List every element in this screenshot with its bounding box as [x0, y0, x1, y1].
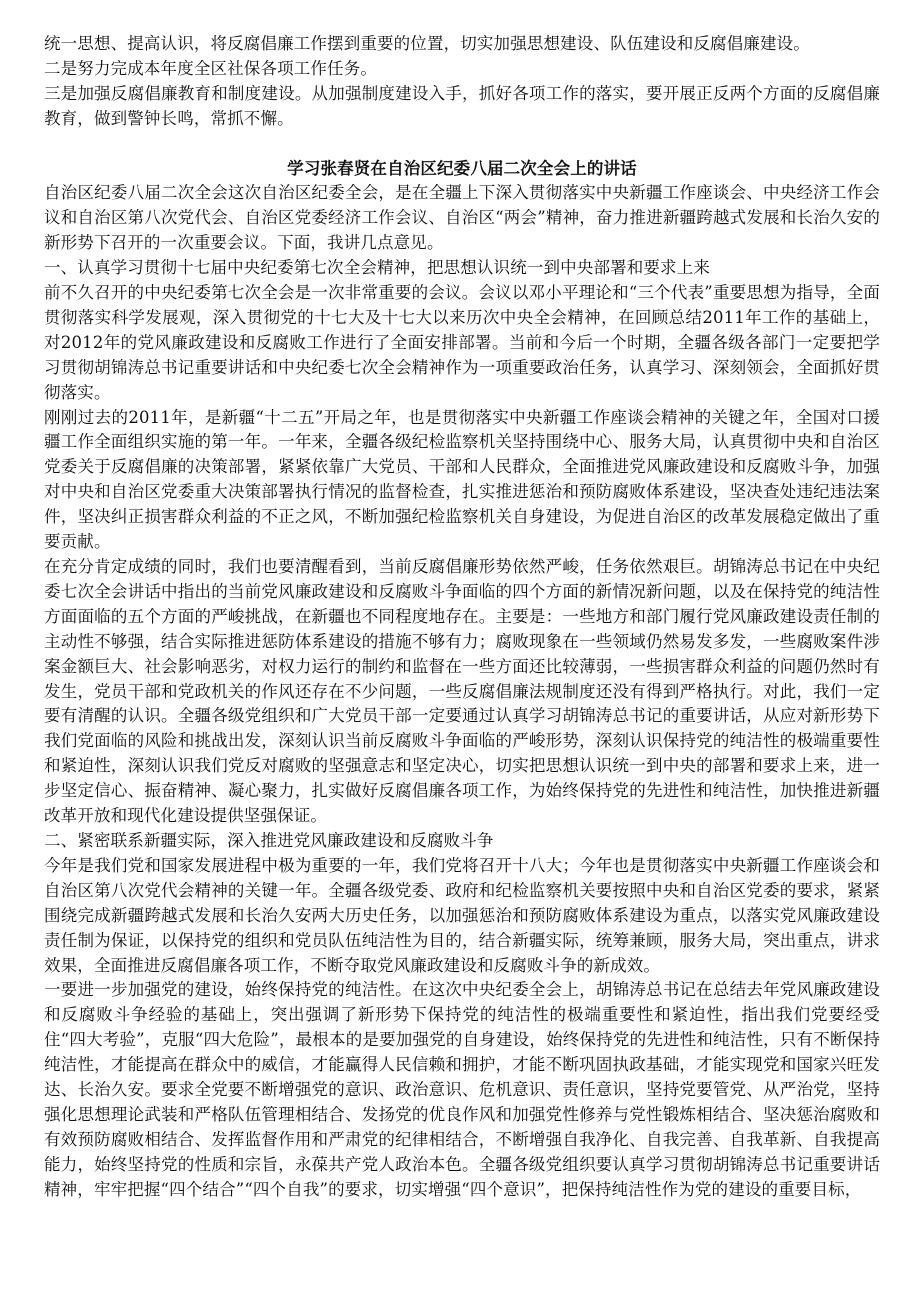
- document-page: [44, 32, 880, 1203]
- intro-paragraph-2: 二是努力完成本年度全区社保各项工作任务。: [44, 58, 377, 78]
- section-heading-2: 二、紧密联系新疆实际，深入推进党风廉政建设和反腐败斗争: [44, 830, 494, 850]
- blank-line: [44, 132, 880, 157]
- section-heading-1: 一、认真学习贯彻十七届中央纪委第七次全会精神，把思想认识统一到中央部署和要求上来: [44, 258, 710, 278]
- body-paragraph-5: 今年是我们党和国家发展进程中极为重要的一年，我们党将召开十八大；今年也是贯彻落实中央新疆工作座谈会和自治区第八次党代会精神的关键一年。全疆各级党委、政府和纪检监察机关要按照中央和自治区党委的要求，紧紧围绕完成新疆跨越式发展和长治久安两大历史任务，以加强惩治和预防腐败体系建设为重点，以落实党风廉政建设责任制为保证，以保持党的组织和党员队伍纯洁性为目的，结合新疆实际，统筹兼顾，服务大局，突出重点，讲求效果，全面推进反腐倡廉各项工作，不断夺取党风廉政建设和反腐败斗争的新成效。: [44, 855, 880, 975]
- body-paragraph-4: 在充分肯定成绩的同时，我们也要清醒看到，当前反腐倡廉形势依然严峻，任务依然艰巨。胡锦涛总书记在中央纪委七次全会讲话中指出的当前党风廉政建设和反腐败斗争面临的四个方面的新情况新问题，以及在保持党的纯洁性方面面临的五个方面的严峻挑战，在新疆也不同程度地存在。主要是：一些地方和部门履行党风廉政建设责任制的主动性不够强，结合实际推进惩防体系建设的措施不够有力；腐败现象在一些领域仍然易发多发，一些腐败案件涉案金额巨大、社会影响恶劣，对权力运行的制约和监督在一些方面还比较薄弱，一些损害群众利益的问题仍然时有发生，党员干部和党政机关的作风还存在不少问题，一些反腐倡廉法规制度还没有得到严格执行。对此，我们一定要有清醒的认识。全疆各级党组织和广大党员干部一定要通过认真学习胡锦涛总书记的重要讲话，从应对新形势下我们党面临的风险和挑战出发，深刻认识当前反腐败斗争面临的严峻形势，深刻认识保持党的纯洁性的极端重要性和紧迫性，深刻认识我们党反对腐败的坚强意志和坚定决心，切实把思想认识统一到中央的部署和要求上来，进一步坚定信心、振奋精神、凝心聚力，扎实做好反腐倡廉各项工作，为始终保持党的先进性和纯洁性，加快推进新疆改革开放和现代化建设提供坚强保证。: [44, 557, 880, 826]
- body-paragraph-1: 自治区纪委八届二次全会这次自治区纪委全会，是在全疆上下深入贯彻落实中央新疆工作座谈会、中央经济工作会议和自治区第八次党代会、自治区党委经济工作会议、自治区“两会”精神，奋力推进新疆跨越式发展和长治久安的新形势下召开的一次重要会议。下面，我讲几点意见。: [44, 183, 880, 253]
- intro-paragraph-3: 三是加强反腐倡廉教育和制度建设。从加强制度建设入手，抓好各项工作的落实，要开展正反两个方面的反腐倡廉教育，做到警钟长鸣，常抓不懈。: [44, 83, 880, 128]
- intro-paragraph-1: 统一思想、提高认识，将反腐倡廉工作摆到重要的位置，切实加强思想建设、队伍建设和反腐倡廉建设。: [44, 34, 810, 53]
- body-paragraph-2: 前不久召开的中央纪委第七次全会是一次非常重要的会议。会议以邓小平理论和“三个代表”重要思想为指导，全面贯彻落实科学发展观，深入贯彻党的十七大及十七大以来历次中央全会精神，在回顾总结2011年工作的基础上，对2012年的党风廉政建设和反腐败工作进行了全面安排部署。当前和今后一个时期，全疆各级各部门一定要把学习贯彻胡锦涛总书记重要讲话和中央纪委七次全会精神作为一项重要政治任务，认真学习、深刻领会，全面抓好贯彻落实。: [44, 283, 880, 402]
- document-title: 学习张春贤在自治区纪委八届二次全会上的讲话: [287, 158, 637, 178]
- body-paragraph-3: 刚刚过去的2011年，是新疆“十二五”开局之年，也是贯彻落实中央新疆工作座谈会精神的关键之年，全国对口援疆工作全面组织实施的第一年。一年来，全疆各级纪检监察机关坚持围绕中心、服务大局，认真贯彻中央和自治区党委关于反腐倡廉的决策部署，紧紧依靠广大党员、干部和人民群众，全面推进党风廉政建设和反腐败斗争，加强对中央和自治区党委重大决策部署执行情况的监督检查，扎实推进惩治和预防腐败体系建设，坚决查处违纪违法案件，坚决纠正损害群众利益的不正之风，不断加强纪检监察机关自身建设，为促进自治区的改革发展稳定做出了重要贡献。: [44, 407, 880, 552]
- body-paragraph-6: 一要进一步加强党的建设，始终保持党的纯洁性。在这次中央纪委全会上，胡锦涛总书记在总结去年党风廉政建设和反腐败斗争经验的基础上，突出强调了新形势下保持党的纯洁性的极端重要性和紧迫性，指出我们党要经受住“四大考验”，克服“四大危险”，最根本的是要加强党的自身建设，始终保持党的先进性和纯洁性，只有不断保持纯洁性，才能提高在群众中的威信，才能赢得人民信赖和拥护，才能不断巩固执政基础，才能实现党和国家兴旺发达、长治久安。要求全党要不断增强党的意识、政治意识、危机意识、责任意识，坚持党要管党、从严治党，坚持强化思想理论武装和严格队伍管理相结合、发扬党的优良作风和加强党性修养与党性锻炼相结合、坚决惩治腐败和有效预防腐败相结合、发挥监督作用和严肃党的纪律相结合，不断增强自我净化、自我完善、自我革新、自我提高能力，始终坚持党的性质和宗旨，永葆共产党人政治本色。全疆各级党组织要认真学习贯彻胡锦涛总书记重要讲话精神，牢牢把握“四个结合”“四个自我”的要求，切实增强“四个意识”，把保持纯洁性作为党的建设的重要目标，: [44, 980, 880, 1199]
